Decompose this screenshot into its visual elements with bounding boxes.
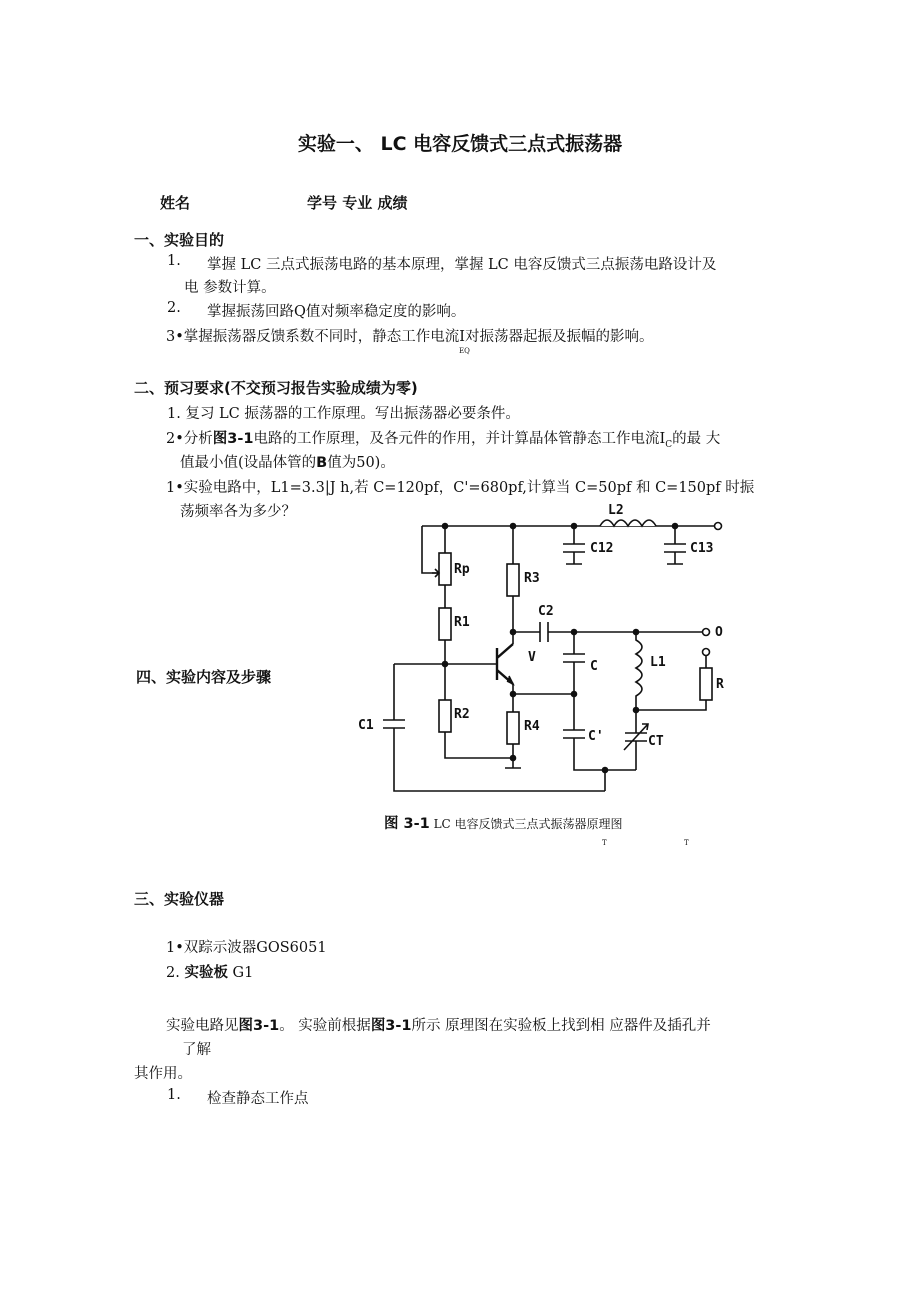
caption-mark-2: T (684, 839, 689, 847)
objective-1-continued: 电 参数计算。 (184, 280, 276, 296)
label-ct: CT (648, 734, 664, 749)
c2-capacitor (513, 622, 702, 642)
r-resistor (700, 668, 712, 700)
label-r1: R1 (454, 615, 470, 630)
prep-2-c: 电路的工作原理，及各元件的作用，并计算晶体管静态工作电流I (253, 431, 666, 447)
para-c: 。 实验前根据 (279, 1018, 371, 1034)
output-terminal-top (715, 523, 722, 530)
section3-heading: 三、实验仪器 (134, 890, 225, 908)
bias-chain-wire (445, 526, 513, 758)
para-figref-2: 图3-1 (370, 1018, 412, 1034)
r4-resistor (507, 712, 519, 744)
step-1-number: 1. (167, 1087, 181, 1103)
section4-heading: 四、实验内容及步骤 (136, 668, 272, 686)
figure-caption (384, 812, 623, 833)
procedure-paragraph-cont: 了解 (182, 1042, 211, 1058)
prep-1: 1. 复习 LC 振荡器的工作原理。写出振荡器必要条件。 (167, 406, 520, 422)
equipment-2-id: G1 (227, 965, 254, 981)
section1-heading: 一、实验目的 (134, 231, 225, 249)
c1-capacitor (383, 664, 605, 791)
label-r: R (716, 677, 724, 692)
r-terminal (703, 649, 710, 656)
r-load-wire (636, 656, 706, 710)
prep-2-subscript: C (665, 439, 673, 450)
name-label: 姓名 (160, 194, 191, 212)
step-1-text: 检查静态工作点 (207, 1091, 309, 1107)
para-figref-1: 图3-1 (238, 1018, 280, 1034)
r1-resistor (439, 608, 451, 640)
label-r3: R3 (524, 571, 540, 586)
figure-caption-number: 图 3-1 (384, 816, 430, 832)
label-c12: C12 (590, 541, 614, 556)
label-r2: R2 (454, 707, 470, 722)
prep-2-a: 2•分析 (166, 431, 213, 447)
r3-resistor (507, 564, 519, 596)
procedure-paragraph (166, 1014, 711, 1035)
objective-1-text: 掌握 LC 三点式振荡电路的基本原理，掌握 LC 电容反馈式三点振荡电路设计及 (207, 257, 717, 273)
label-o: O (715, 625, 723, 640)
prep-2 (166, 427, 720, 450)
r2-resistor (439, 700, 451, 732)
label-v: V (528, 650, 536, 665)
info-fields: 学号 专业 成绩 (307, 194, 408, 212)
section2-heading: 二、预习要求(不交预习报告实验成绩为零) (134, 379, 418, 397)
prep-2-continued (180, 451, 395, 472)
c-capacitor (563, 632, 585, 730)
label-c1: C1 (358, 718, 374, 733)
prep-2-d: 的最 大 (672, 431, 721, 447)
rp-wiper-arrow (432, 569, 439, 577)
prep-3-continued: 荡频率各为多少？ (180, 504, 296, 520)
l1-inductor (636, 632, 642, 710)
prep-2-cont-c: 值为50)。 (327, 455, 395, 471)
label-c: C (590, 659, 598, 674)
equipment-2-board: 实验板 (184, 965, 228, 981)
label-l2: L2 (608, 503, 624, 518)
label-rp: Rp (454, 562, 470, 577)
prep-2-figref: 图3-1 (212, 431, 254, 447)
objective-1-number: 1. (167, 253, 181, 269)
prep-2-cont-beta: B (316, 455, 328, 471)
para-e: 所示 原理图在实验板上找到相 应器件及插孔并 (411, 1018, 711, 1034)
c12-capacitor (563, 526, 585, 564)
label-cprime: C' (588, 729, 604, 744)
rp-resistor (439, 553, 451, 585)
objective-2-text: 掌握振荡回路Q值对频率稳定度的影响。 (207, 304, 466, 320)
label-c13: C13 (690, 541, 714, 556)
l2-inductor (600, 520, 656, 526)
objective-3-text: 3•掌握振荡器反馈系数不同时，静态工作电流I对振荡器起振及振幅的影响。 (166, 329, 654, 345)
rp-loop-wire (422, 526, 438, 573)
ct-capacitor (624, 710, 648, 770)
objective-2-number: 2. (167, 300, 181, 316)
caption-mark-1: T (602, 839, 607, 847)
emitter-arrow (507, 676, 513, 684)
equipment-2-number: 2. (166, 965, 185, 981)
figure-caption-text: LC 电容反馈式三点式振荡器原理图 (429, 817, 623, 831)
procedure-paragraph-line2: 其作用。 (134, 1066, 192, 1082)
circuit-diagram (350, 498, 730, 803)
equipment-1: 1•双踪示波器GOS6051 (166, 940, 327, 956)
c13-capacitor (664, 526, 686, 564)
objective-3-subscript: EQ (459, 347, 470, 355)
page-title: 实验一、 LC 电容反馈式三点式振荡器 (297, 133, 623, 155)
prep-2-cont-a: 值最小值(设晶体管的 (180, 455, 317, 471)
prep-3: 1•实验电路中，L1=3.3|J h,若 C=120pf，C'=680pf,计算当 C=50pf 和 C=150pf 时振 (166, 480, 755, 496)
equipment-2 (166, 961, 253, 982)
para-a: 实验电路见 (166, 1018, 239, 1034)
output-terminal-o (703, 629, 710, 636)
label-c2: C2 (538, 604, 554, 619)
label-l1: L1 (650, 655, 666, 670)
label-r4: R4 (524, 719, 540, 734)
